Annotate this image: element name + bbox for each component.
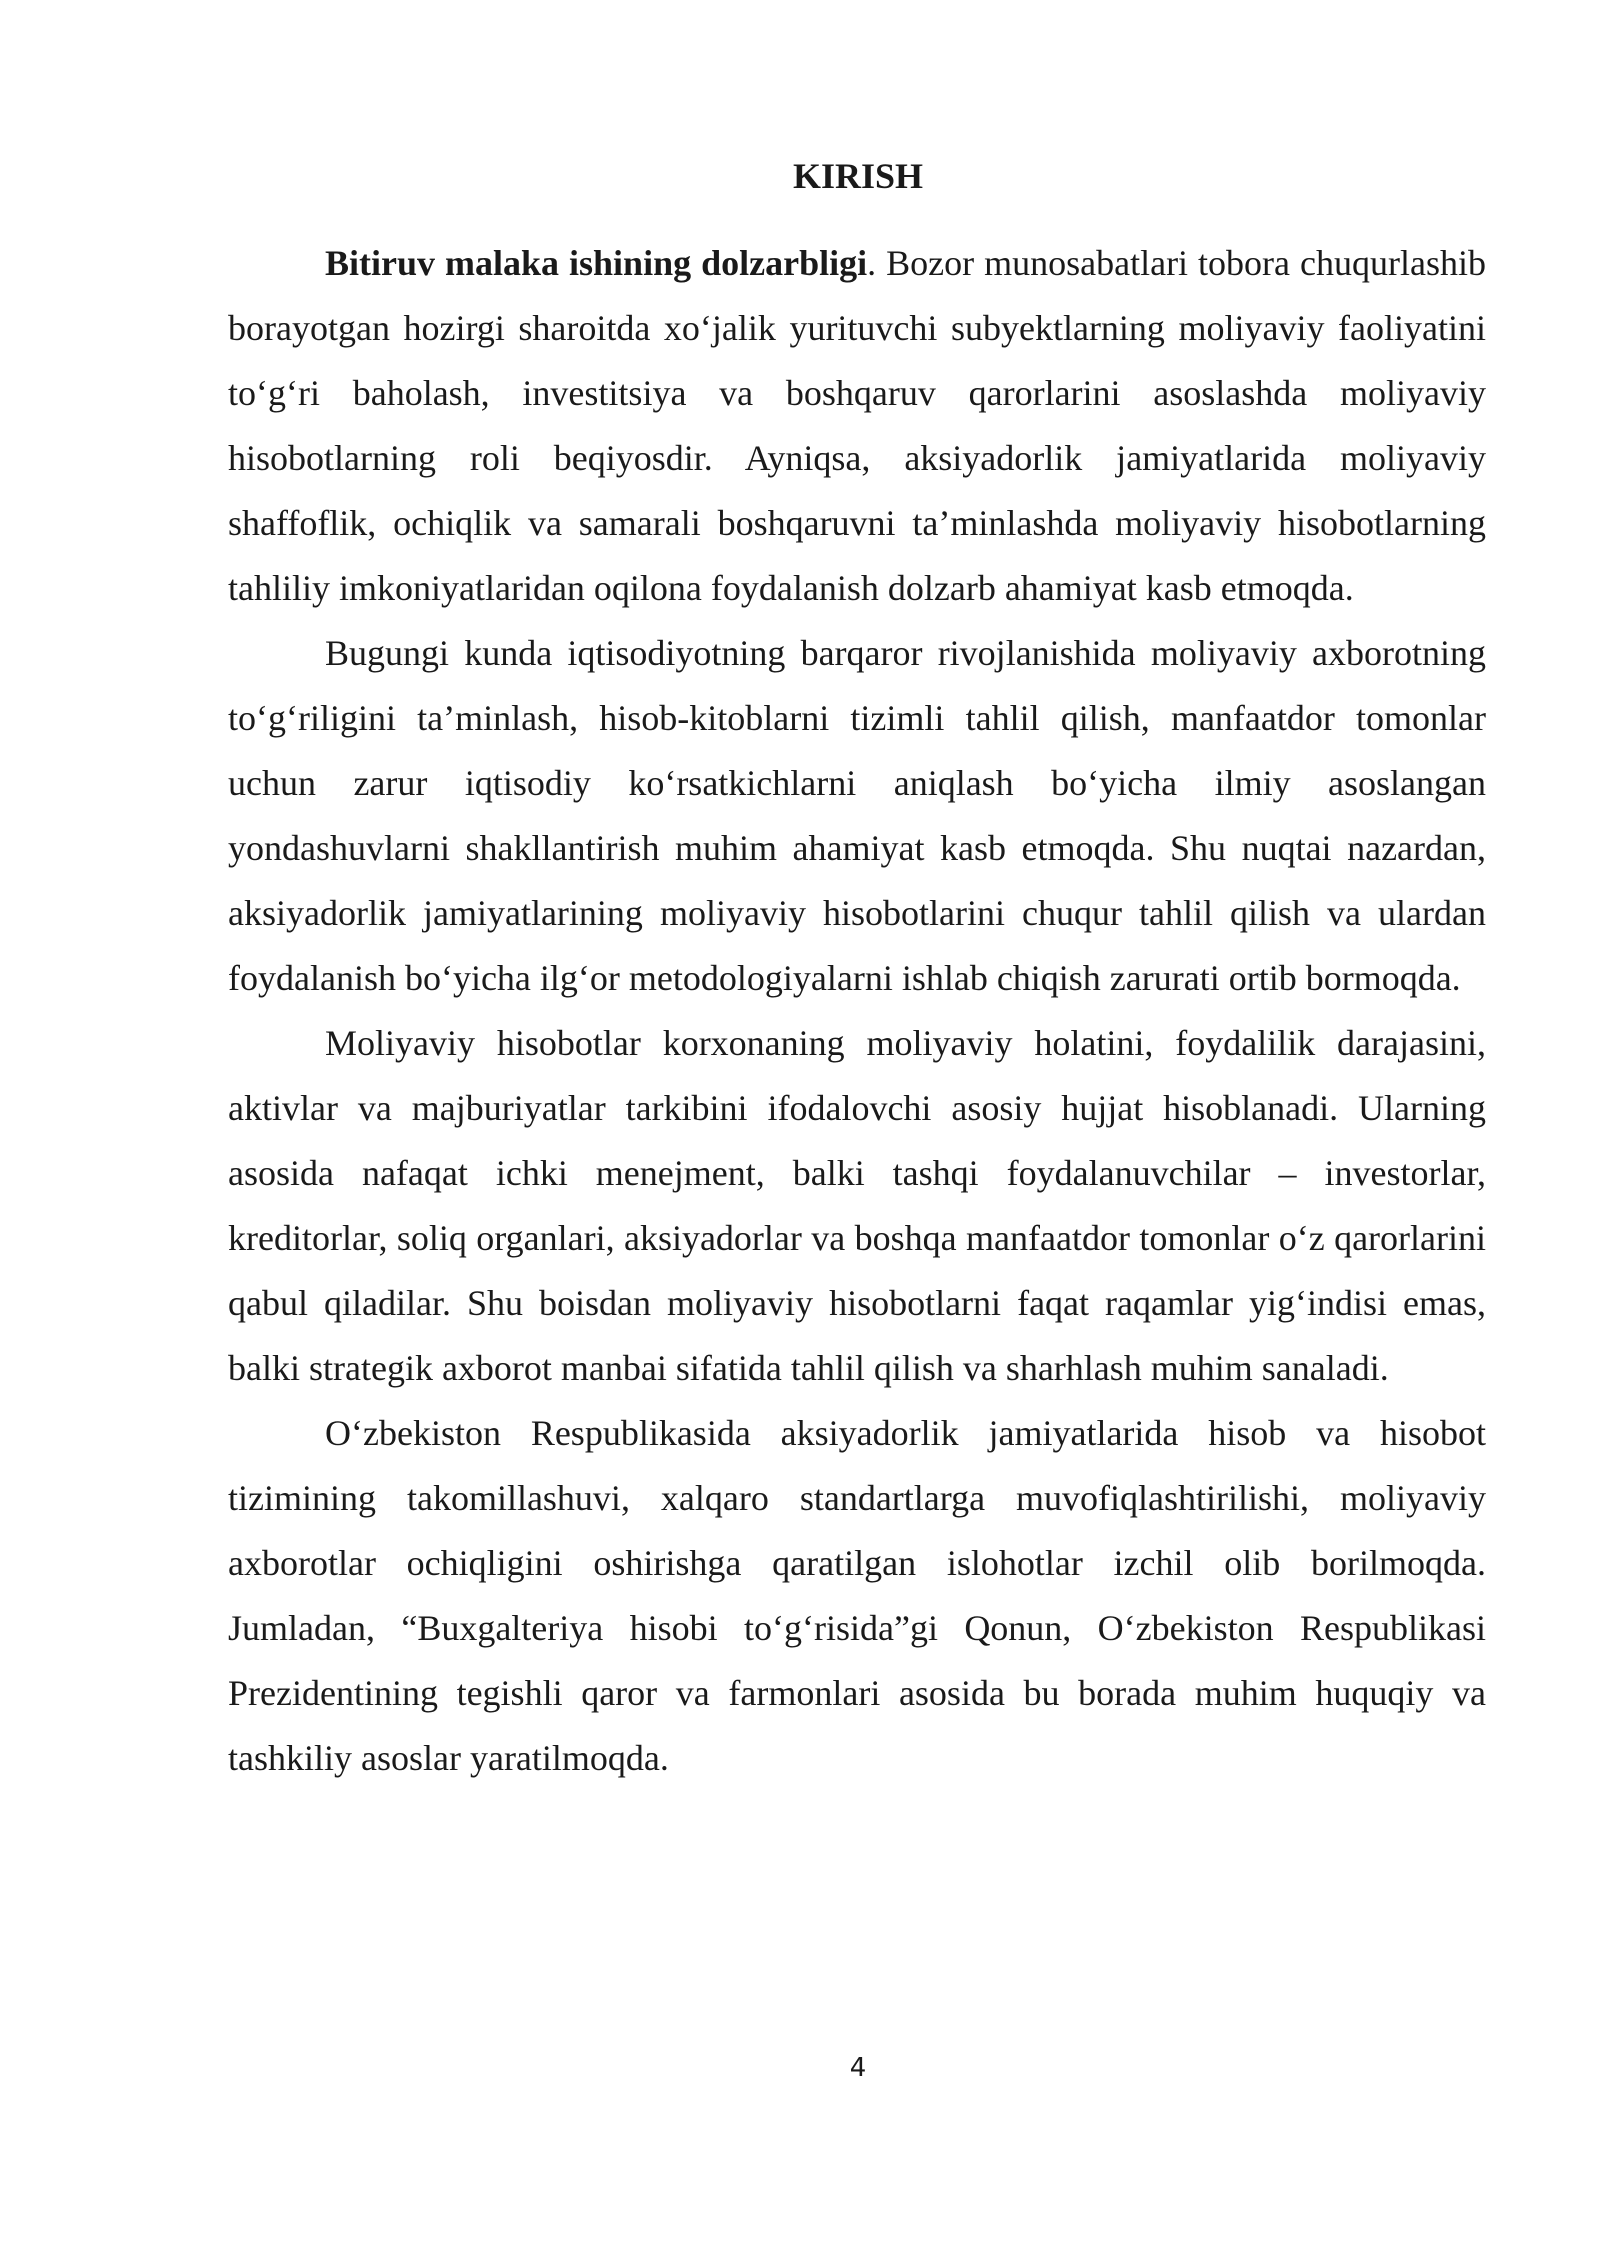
section-title: KIRISH — [792, 156, 924, 196]
paragraph-economy: Bugungi kunda iqtisodiyotning barqaror rivojlanishida moliyaviy axborotning to‘g‘riligini ta’minlash, hisob-kitoblarni tizimli tahlil qilish, manfaatdor tomonlar uchun zarur iqtisodiy ko‘rsatkichlarni aniqlash bo‘yicha ilmiy asoslangan yondashuvlarni shakllantirish muhim ahamiyat kasb etmoqda. Shu nuqtai nazardan, aksiyadorlik jamiyatlarining moliyaviy hisobotlarini chuqur tahlil qilish va ulardan foydalanish bo‘yicha ilg‘or metodologiyalarni ishlab chiqish zarurati ortib bormoqda. — [228, 633, 1486, 998]
page-number: 4 — [849, 2053, 867, 2083]
document-body — [228, 231, 1486, 1791]
paragraph-text: . Bozor munosabatlari tobora chuqurlashib borayotgan hozirgi sharoitda xo‘jalik yurituvchi subyektlarning moliyaviy faoliyatini to‘g‘ri baholash, investitsiya va boshqaruv qarorlarini asoslashda moliyaviy hisobotlarning roli beqiyosdir. Ayniqsa, aksiyadorlik jamiyatlarida moliyaviy shaffoflik, ochiqlik va samarali boshqaruvni ta’minlashda moliyaviy hisobotlarning tahliliy imkoniyatlaridan oqilona foydalanish dolzarb ahamiyat kasb etmoqda. — [228, 243, 1486, 608]
paragraph-lead: Bitiruv malaka ishining dolzarbligi — [325, 243, 868, 283]
paragraph-relevance — [228, 231, 1486, 621]
paragraph-financial-reports: Moliyaviy hisobotlar korxonaning moliyaviy holatini, foydalilik darajasini, aktivlar va majburiyatlar tarkibini ifodalovchi asosiy hujjat hisoblanadi. Ularning asosida nafaqat ichki menejment, balki tashqi foydalanuvchilar – investorlar, kreditorlar, soliq organlari, aksiyadorlar va boshqa manfaatdor tomonlar o‘z qarorlarini qabul qiladilar. Shu boisdan moliyaviy hisobotlarni faqat raqamlar yig‘indisi emas, balki strategik axborot manbai sifatida tahlil qilish va sharhlash muhim sanaladi. — [228, 1023, 1486, 1388]
paragraph-uzbekistan-reforms: O‘zbekiston Respublikasida aksiyadorlik jamiyatlarida hisob va hisobot tizimining takomillashuvi, xalqaro standartlarga muvofiqlashtirilishi, moliyaviy axborotlar ochiqligini oshirishga qaratilgan islohotlar izchil olib borilmoqda. Jumladan, “Buxgalteriya hisobi to‘g‘risida”gi Qonun, O‘zbekiston Respublikasi Prezidentining tegishli qaror va farmonlari asosida bu borada muhim huquqiy va tashkiliy asoslar yaratilmoqda. — [228, 1413, 1486, 1778]
